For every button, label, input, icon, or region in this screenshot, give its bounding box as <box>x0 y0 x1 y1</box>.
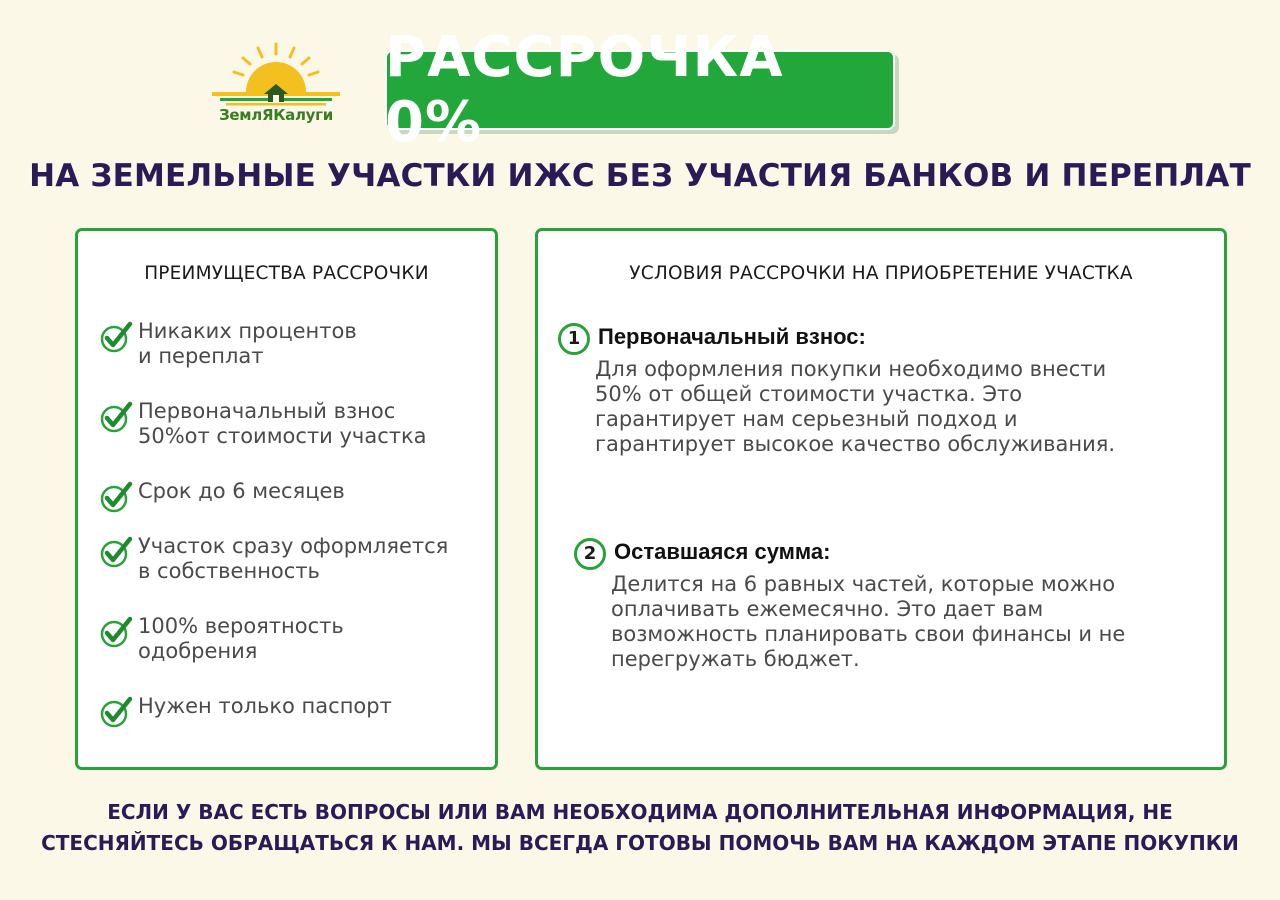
sun-house-logo-icon <box>206 40 346 110</box>
advantage-text: Нужен только паспорт <box>138 694 392 718</box>
brand-name: ЗемлЯКалуги <box>219 106 333 124</box>
check-icon <box>100 696 134 728</box>
step-description: Для оформления покупки необходимо внести 50% от общей стоимости участка. Это гарантирует нам серьезный подход и гарантирует высокое качество обслуживания. <box>595 357 1116 456</box>
contact-footer: ЕСЛИ У ВАС ЕСТЬ ВОПРОСЫ ИЛИ ВАМ НЕОБХОДИМА ДОПОЛНИТЕЛЬНАЯ ИНФОРМАЦИЯ, НЕ СТЕСНЯЙТЕСЬ ОБРАЩАТЬСЯ К НАМ. МЫ ВСЕГДА ГОТОВЫ ПОМОЧЬ ВАМ НА КАЖДОМ ЭТАПЕ ПОКУПКИ <box>41 800 1239 855</box>
conditions-panel <box>535 228 1227 770</box>
page-headline: НА ЗЕМЕЛЬНЫЕ УЧАСТКИ ИЖС БЕЗ УЧАСТИЯ БАНКОВ И ПЕРЕПЛАТ <box>29 158 1251 194</box>
step-title: Оставшаяся сумма: <box>614 539 831 564</box>
advantages-panel <box>75 228 498 770</box>
step-title: Первоначальный взнос: <box>598 324 866 349</box>
advantage-text: Никаких процентов и переплат <box>138 319 357 368</box>
check-icon <box>100 616 134 648</box>
step-number: 1 <box>558 323 590 355</box>
check-icon <box>100 481 134 513</box>
advantage-text: Первоначальный взнос 50%от стоимости участка <box>138 399 427 448</box>
advantage-text: Срок до 6 месяцев <box>138 479 345 503</box>
brand-logo <box>206 40 346 132</box>
advantage-text: Участок сразу оформляется в собственность <box>138 534 449 583</box>
step-number: 2 <box>574 538 606 570</box>
check-icon <box>100 401 134 433</box>
installment-badge: РАССРОЧКА 0% <box>385 50 895 130</box>
check-icon <box>100 536 134 568</box>
advantages-title: ПРЕИМУЩЕСТВА РАССРОЧКИ <box>144 263 429 284</box>
conditions-title: УСЛОВИЯ РАССРОЧКИ НА ПРИОБРЕТЕНИЕ УЧАСТКА <box>629 263 1133 284</box>
advantage-text: 100% вероятность одобрения <box>138 614 344 663</box>
check-icon <box>100 321 134 353</box>
step-description: Делится на 6 равных частей, которые можно оплачивать ежемесячно. Это дает вам возможность планировать свои финансы и не перегружать бюджет. <box>611 572 1126 671</box>
